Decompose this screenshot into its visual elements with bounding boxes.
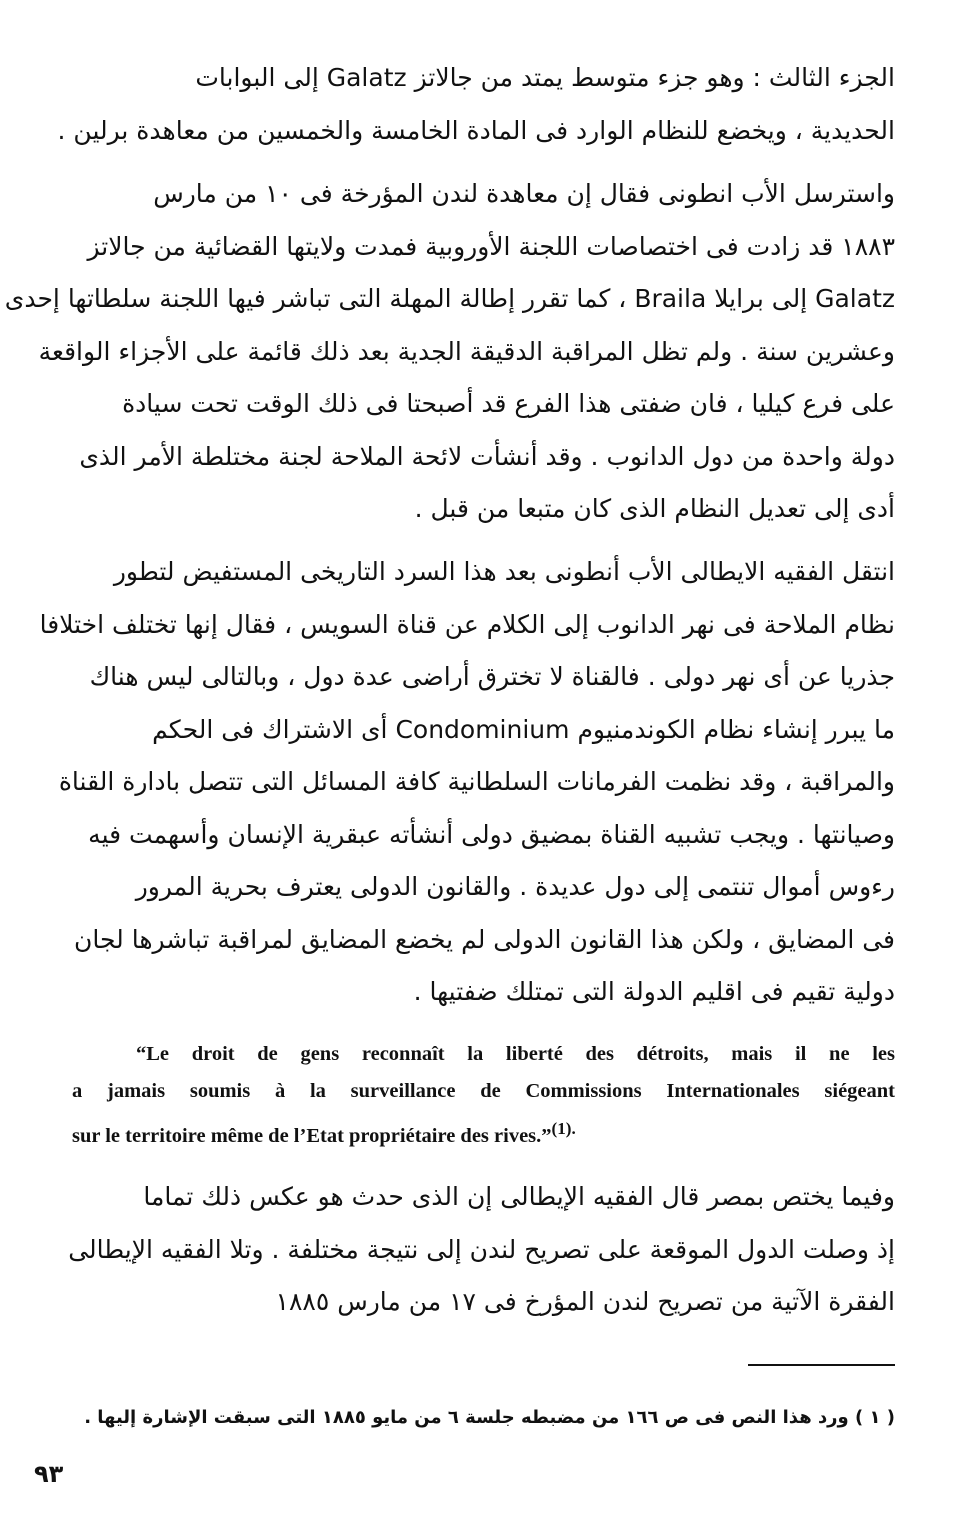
- quote-line: a jamais soumis à la surveillance de Commissions Internationales siégeant: [72, 1080, 895, 1102]
- paragraph-galatz-section: [57, 52, 895, 157]
- text-line: على فرع كيليا ، فان ضفتى هذا الفرع قد أصبحتا فى ذلك الوقت تحت سيادة: [122, 389, 895, 418]
- paragraph-suez-canal: [39, 546, 895, 1019]
- text-line: واسترسل الأب انطونى فقال إن معاهدة لندن المؤرخة فى ١٠ من مارس: [153, 179, 895, 208]
- paragraph-london-treaty-1883: [4, 168, 895, 536]
- text-line: انتقل الفقيه الايطالى الأب أنطونى بعد هذا السرد التاريخى المستفيض لتطور: [113, 557, 895, 586]
- text-line: الفقرة الآتية من تصريح لندن المؤرخ فى ١٧ من مارس ١٨٨٥: [275, 1287, 895, 1316]
- quote-text: sur le territoire même de l’Etat propriétaire des rives.”: [72, 1124, 552, 1147]
- text-line: أدى إلى تعديل النظام الذى كان متبعا من قبل .: [414, 494, 895, 523]
- text-line: وعشرين سنة . ولم تظل المراقبة الدقيقة الجدية بعد ذلك قائمة على الأجزاء الواقعة: [38, 336, 895, 366]
- paragraph-egypt: [68, 1171, 895, 1329]
- text-line: الحديدية ، ويخضع للنظام الوارد فى المادة الخامسة والخمسين من معاهدة برلين .: [57, 115, 895, 145]
- text-line: ١٨٨٣ قد زادت فى اختصاصات اللجنة الأوروبية فمدت ولايتها القضائية من جالاتز: [87, 231, 895, 261]
- footnote: ( ١ ) ورد هذا النص فى ص ١٦٦ من مضبطه جلسة ٦ من مايو ١٨٨٥ التى سبقت الإشارة إليها .: [84, 1407, 895, 1428]
- text-line: ما يبرر إنشاء نظام الكوندمنيوم Condominium أى الاشتراك فى الحكم: [152, 714, 895, 744]
- text-line: دولية تقيم فى اقليم الدولة التى تمتلك ضفتيها .: [413, 977, 895, 1006]
- footnote-divider: [748, 1364, 895, 1366]
- text-line: Galatz إلى برايلا Braila ، كما تقرر إطالة المهلة التى تباشر فيها اللجنة سلطاتها إحدى: [4, 284, 895, 313]
- text-line: رءوس أموال تنتمى إلى دول عديدة . والقانون الدولى يعترف بحرية المرور: [135, 872, 895, 901]
- french-quotation: [72, 1036, 895, 1155]
- text-line: إذ وصلت الدول الموقعة على تصريح لندن إلى نتيجة مختلفة . وتلا الفقيه الإيطالى: [68, 1234, 895, 1264]
- page-number: ٩٣: [34, 1460, 64, 1488]
- text-line: دولة واحدة من دول الدانوب . وقد أنشأت لائحة الملاحة لجنة مختلطة الأمر الذى: [79, 441, 895, 471]
- text-line: الجزء الثالث : وهو جزء متوسط يمتد من جالاتز Galatz إلى البوابات: [195, 63, 895, 92]
- text-line: نظام الملاحة فى نهر الدانوب إلى الكلام عن قناة السويس ، فقال إنها تختلف اختلافا: [39, 609, 895, 639]
- text-line: فى المضايق ، ولكن هذا القانون الدولى لم يخضع المضايق لمراقبة تباشرها لجان: [74, 924, 895, 954]
- text-line: وصيانتها . ويجب تشبيه القناة بمضيق دولى أنشأته عبقرية الإنسان وأسهمت فيه: [88, 819, 895, 849]
- text-line: وفيما يختص بمصر قال الفقيه الإيطالى إن الذى حدث هو عكس ذلك تماما: [143, 1182, 895, 1211]
- quote-line: “Le droit de gens reconnaît la liberté des détroits, mais il ne les: [136, 1043, 895, 1065]
- quote-line: [72, 1110, 895, 1155]
- text-line: جذريا عن أى نهر دولى . فالقناة لا تخترق أراضى عدة دول ، وبالتالى ليس هناك: [89, 662, 895, 691]
- footnote-marker: (1).: [551, 1119, 576, 1138]
- text-line: والمراقبة ، وقد نظمت الفرمانات السلطانية كافة المسائل التى تتصل بادارة القناة: [58, 767, 895, 796]
